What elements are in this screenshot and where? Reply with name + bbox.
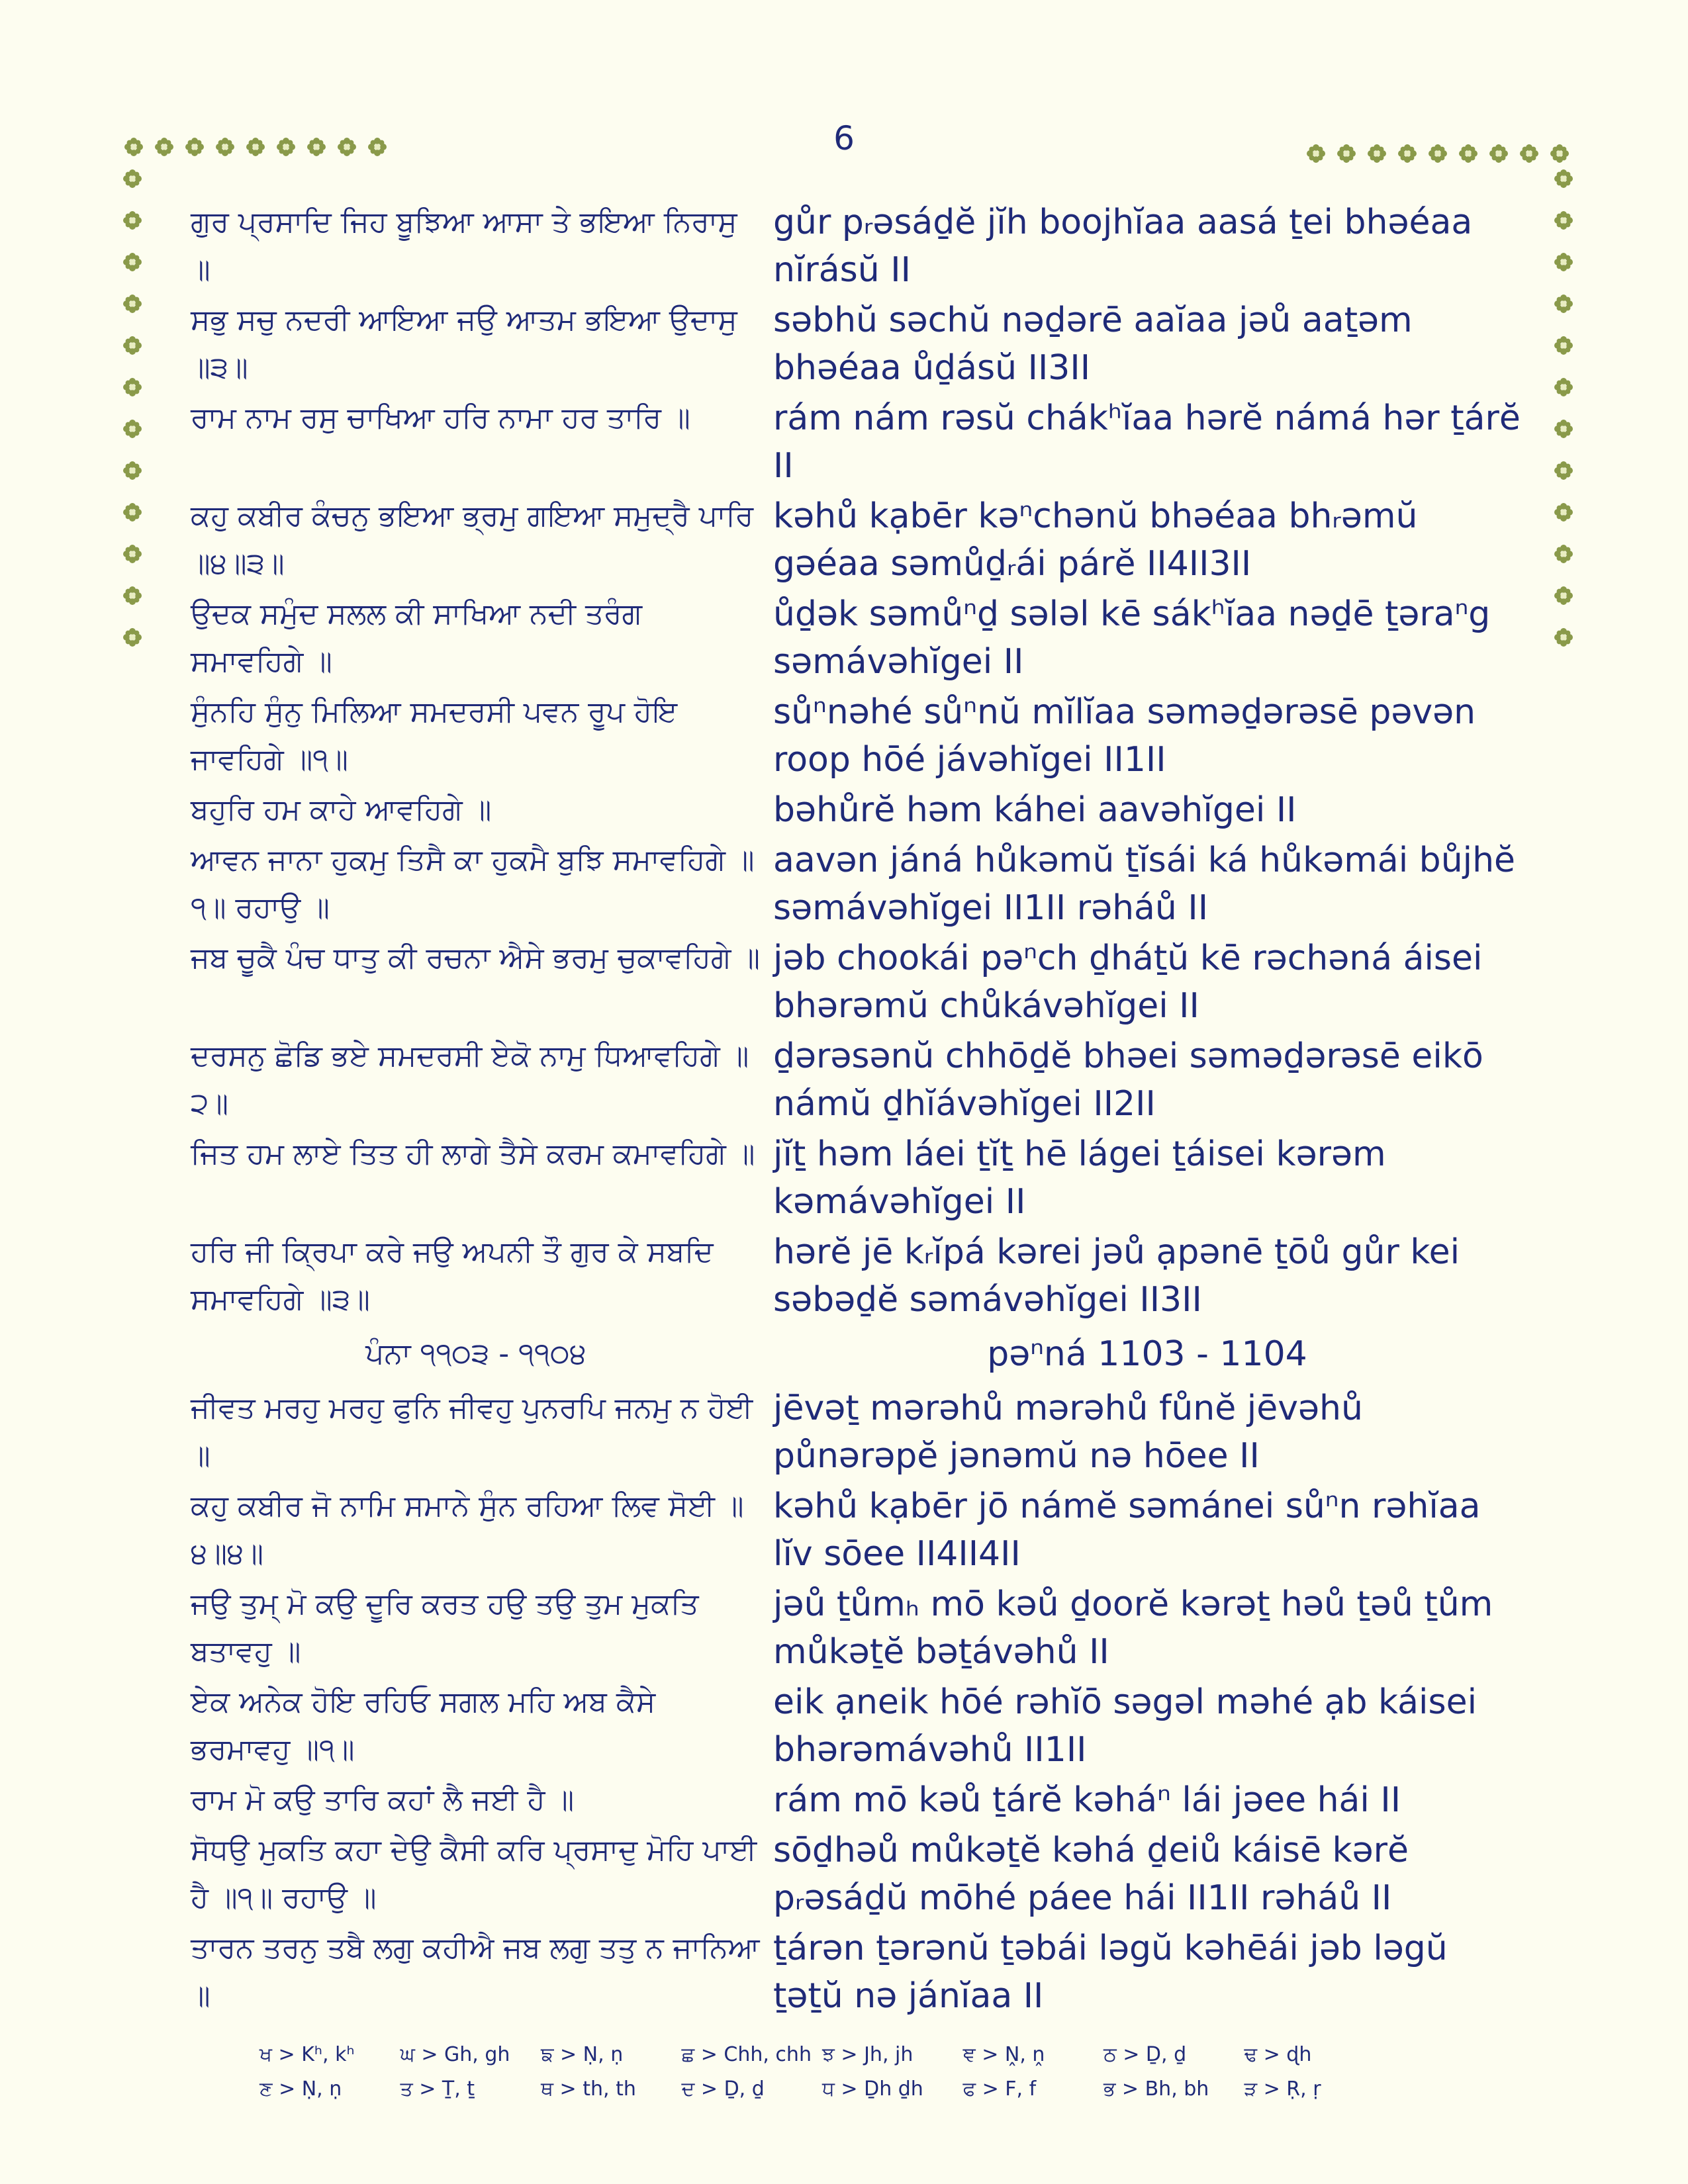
gurmukhi-text: ਰਾਮ ਮੋ ਕਉ ਤਾਰਿ ਕਹਾਂ ਲੈ ਜਈ ਹੈ ॥ [191,1783,575,1817]
transliteration-text: jēvəṯ mərəhů mərəhů fůnĕ jēvəhů půnərəpĕ jənəmŭ nə hōee II [773,1388,1363,1476]
flower-ornament-icon [122,586,142,606]
gurmukhi-text: ਜਿਤ ਹਮ ਲਾਏ ਤਿਤ ਹੀ ਲਾਗੇ ਤੈਸੇ ਕਰਮ ਕਮਾਵਹਿਗੇ ॥ [191,1137,755,1171]
flower-ornament-icon [122,502,142,522]
flower-ornament-icon [185,137,205,157]
legend-item: ਠ > Ḏ, ḏ [1103,2042,1187,2066]
flower-ornament-icon [122,544,142,564]
flower-ornament-icon [1550,144,1570,163]
gurmukhi-text: ਜਉ ਤੁਮ੍ ਮੋ ਕਉ ਦੂਰਿ ਕਰਤ ਹਉ ਤਉ ਤੁਮ ਮੁਕਤਿ ਬਤਾਵਹੁ ॥ [191,1587,699,1668]
page-range-header [191,1326,1521,1382]
verse-row [191,1925,1521,2020]
flower-ornament-icon [122,627,142,647]
gurmukhi-text: ਗੁਰ ਪ੍ਰਸਾਦਿ ਜਿਹ ਬੂਝਿਆ ਆਸਾ ਤੇ ਭਇਆ ਨਿਰਾਸੁ ॥ [191,205,737,287]
flower-ornament-icon [1336,144,1356,163]
gurmukhi-text: ਬਹੁਰਿ ਹਮ ਕਾਹੇ ਆਵਹਿਗੇ ॥ [191,793,492,827]
legend-item: ਧ > Ḏh ḏh [822,2077,923,2101]
verse-row [191,1827,1521,1922]
verse-row [191,786,1521,834]
legend-row [259,2071,1385,2106]
gurmukhi-text: ਸੁੰਨਹਿ ਸੁੰਨੁ ਮਿਲਿਆ ਸਮਦਰਸੀ ਪਵਨ ਰੂਪ ਹੋਇ ਜਾਵਹਿਗੇ ॥੧॥ [191,695,678,776]
gurmukhi-text: ਹਰਿ ਜੀ ਕ੍ਰਿਪਾ ਕਰੇ ਜਉ ਅਪਨੀ ਤੌ ਗੁਰ ਕੇ ਸਬਦਿ ਸਮਾਵਹਿਗੇ ॥੩॥ [191,1235,714,1316]
legend-item: ਝ > Jh, jh [822,2042,914,2066]
transliteration-text: hərĕ jē kᵣĭpá kərei jəů ạpənē ṯōů gůr kei səbəḏĕ səmávəhĭgei II3II [773,1232,1460,1320]
gurmukhi-text: ਕਹੁ ਕਬੀਰ ਕੰਚਨੁ ਭਇਆ ਭ੍ਰਮੁ ਗਇਆ ਸਮੁਦ੍ਰੈ ਪਾਰਿ ॥੪॥੩॥ [191,499,754,580]
flower-ornament-icon [1554,419,1573,439]
legend-item: ਥ > th, th [541,2077,636,2101]
gurmukhi-text: ਜਬ ਚੂਕੈ ਪੰਚ ਧਾਤੁ ਕੀ ਰਚਨਾ ਐਸੇ ਭਰਮੁ ਚੁਕਾਵਹਿਗੇ ॥ [191,941,760,975]
verse-row [191,296,1521,392]
gurmukhi-text: ਦਰਸਨੁ ਛੋਡਿ ਭਏ ਸਮਦਰਸੀ ਏਕੋ ਨਾਮੁ ਧਿਆਵਹਿਗੇ ॥੨॥ [191,1039,749,1120]
gurmukhi-text: ਸੋਧਉ ਮੁਕਤਿ ਕਹਾ ਦੇਉ ਕੈਸੀ ਕਰਿ ਪ੍ਰਸਾਦੁ ਮੋਹਿ ਪਾਈ ਹੈ ॥੧॥ ਰਹਾਉ ॥ [191,1833,757,1915]
transliteration-text: kəhů kạbēr kəⁿchənŭ bhəéaa bhᵣəmŭ gəéaa səmůḏᵣái párĕ II4II3II [773,496,1418,584]
transliteration-text: ḏərəsənŭ chhōḏĕ bhəei səməḏərəsē eikō námŭ ḏhĭávəhĭgei II2II [773,1036,1483,1124]
transliteration-text: səbhŭ səchŭ nəḏərē aaĭaa jəů aaṯəm bhəéaa ůḏásŭ II3II [773,300,1413,388]
legend-item: ਫ > F, f [962,2077,1037,2101]
verse-row [191,199,1521,294]
verse-row [191,492,1521,588]
legend-item: ਖ > Kʰ, kʰ [259,2042,355,2066]
flower-ornament-icon [1489,144,1509,163]
legend-row [259,2037,1385,2071]
flower-ornament-icon [1306,144,1326,163]
gurmukhi-text: ਤਾਰਨ ਤਰਨੁ ਤਬੈ ਲਗੁ ਕਹੀਐ ਜਬ ਲਗੁ ਤਤੁ ਨ ਜਾਨਿਆ ॥ [191,1931,760,2013]
transliteration-text: ůḏək səmůⁿḏ sələl kē sákʰĭaa nəḏē ṯəraⁿg səmávəhĭgei II [773,594,1491,682]
transliteration-text: eik ạneik hōé rəhĭō səgəl məhé ạb káisei bhərəmávəhů II1II [773,1682,1477,1770]
gurmukhi-text: ਰਾਮ ਨਾਮ ਰਸੁ ਚਾਖਿਆ ਹਰਿ ਨਾਮਾ ਹਰ ਤਾਰਿ ॥ [191,401,690,435]
legend-item: ਛ > Chh, chh [681,2042,812,2066]
flower-ornament-icon [1397,144,1417,163]
gurmukhi-text: ਪੰਨਾ ੧੧੦੩ - ੧੧੦੪ [365,1337,586,1371]
flower-ornament-icon [1367,144,1387,163]
flower-ornament-icon [1554,377,1573,397]
transliteration-text: ṯárən ṯərənŭ ṯəbái ləgŭ kəhēái jəb ləgŭ ṯəṯŭ nə jánĭaa II [773,1929,1448,2016]
flower-ornament-icon [1554,169,1573,189]
verse-row [191,1678,1521,1774]
flower-ornament-icon [154,137,174,157]
transliteration-text: aavən jáná hůkəmŭ ṯĭsái ká hůkəmái bůjhĕ səmávəhĭgei II1II rəháů II [773,841,1516,928]
transliteration-text: jĭṯ həm láei ṯĭṯ hē lágei ṯáisei kərəm kəmávəhĭgei II [773,1134,1386,1222]
transliteration-text: rám mō kəů ṯárĕ kəháⁿ lái jəee hái II [773,1780,1401,1820]
verse-row [191,1032,1521,1128]
legend-item: ਞ > Ṋ, ṋ [962,2042,1045,2066]
flower-ornament-icon [122,169,142,189]
gurmukhi-text: ਏਕ ਅਨੇਕ ਹੋਇ ਰਹਿਓ ਸਗਲ ਮਹਿ ਅਬ ਕੈਸੇ ਭਰਮਾਵਹੁ ॥੧॥ [191,1685,656,1766]
flower-ornament-icon [1554,627,1573,647]
flower-ornament-icon [1554,294,1573,314]
gurmukhi-text: ਆਵਨ ਜਾਨਾ ਹੁਕਮੁ ਤਿਸੈ ਕਾ ਹੁਕਮੈ ਬੁਝਿ ਸਮਾਵਹਿਗੇ ॥੧॥ ਰਹਾਉ ॥ [191,843,755,925]
gurmukhi-text: ਉਦਕ ਸਮੁੰਦ ਸਲਲ ਕੀ ਸਾਖਿਆ ਨਦੀ ਤਰੰਗ ਸਮਾਵਹਿਗੇ ॥ [191,597,643,678]
verse-row [191,688,1521,784]
transliteration-text: kəhů kạbēr jō námĕ səmánei sůⁿn rəhĭaa lĭv sōee II4II4II [773,1486,1481,1574]
page-number: 6 [833,119,855,158]
flower-ornament-icon [1554,336,1573,355]
transliteration-text: gůr pᵣəsáḏĕ jĭh boojhĭaa aasá ṯei bhəéaa nĭrásŭ II [773,203,1473,290]
gurmukhi-text: ਕਹੁ ਕਬੀਰ ਜੋ ਨਾਮਿ ਸਮਾਨੇ ਸੁੰਨ ਰਹਿਆ ਲਿਵ ਸੋਈ ॥੪॥੪॥ [191,1489,744,1570]
verse-row [191,1482,1521,1578]
transliteration-text: sōḏhəů můkəṯĕ kəhá ḏeiů káisē kərĕ pᵣəsáḏŭ mōhé páee hái II1II rəháů II [773,1831,1409,1918]
flower-ornament-icon [1554,502,1573,522]
gurmukhi-text: ਜੀਵਤ ਮਰਹੁ ਮਰਹੁ ਫੁਨਿ ਜੀਵਹੁ ਪੁਨਰਪਿ ਜਨਮੁ ਨ ਹੋਈ ॥ [191,1391,753,1473]
flower-ornament-icon [122,252,142,272]
verse-row [191,1385,1521,1480]
verse-row [191,837,1521,932]
flower-ornament-icon [124,137,144,157]
flower-ornament-icon [122,210,142,230]
flower-ornament-icon [1554,252,1573,272]
verse-row [191,1130,1521,1226]
flower-ornament-icon [215,137,235,157]
transliteration-text: jəů ṯůmₕ mō kəů ḏoorĕ kərəṯ həů ṯəů ṯům můkəṯĕ bəṯávəhů II [773,1584,1493,1672]
flower-ornament-icon [1554,544,1573,564]
transliteration-text: rám nám rəsŭ chákʰĭaa hərĕ námá hər ṯárĕ II [773,398,1521,486]
verse-list [191,199,1521,2023]
flower-ornament-icon [306,137,326,157]
verse-row [191,1228,1521,1324]
flower-ornament-icon [1554,586,1573,606]
legend-item: ੜ > Ṛ, ṛ [1244,2077,1321,2101]
flower-ornament-icon [1554,461,1573,480]
verse-row [191,1776,1521,1824]
transliteration-text: sůⁿnəhé sůⁿnŭ mĭlĭaa səməḏərəsē pəvən roop hōé jávəhĭgei II1II [773,692,1476,780]
verse-row [191,394,1521,490]
flower-ornament-icon [1519,144,1539,163]
transliteration-text: jəb chookái pəⁿch ḏháṯŭ kē rəchəná áisei bhərəmŭ chůkávəhĭgei II [773,938,1483,1026]
flower-ornament-icon [122,377,142,397]
flower-ornament-icon [1554,210,1573,230]
legend-item: ਙ > Ṇ, ṇ [541,2042,624,2066]
legend-item: ਣ > Ṇ, ṇ [259,2077,342,2101]
legend-item: ਤ > Ṯ, ṯ [400,2077,475,2101]
flower-ornament-icon [1428,144,1448,163]
flower-ornament-icon [337,137,357,157]
legend-item: ਢ > ɖh [1244,2042,1312,2066]
flower-ornament-icon [276,137,296,157]
transliteration-legend [259,2037,1385,2106]
gurmukhi-text: ਸਭੁ ਸਚੁ ਨਦਰੀ ਆਇਆ ਜਉ ਆਤਮ ਭਇਆ ਉਦਾਸੁ ॥੩॥ [191,303,737,385]
legend-item: ਘ > Gh, gh [400,2042,510,2066]
legend-item: ਭ > Bh, bh [1103,2077,1209,2101]
flower-ornament-icon [122,294,142,314]
flower-ornament-icon [122,336,142,355]
verse-row [191,590,1521,686]
flower-ornament-icon [246,137,265,157]
flower-ornament-icon [122,419,142,439]
flower-ornament-icon [122,461,142,480]
transliteration-text: bəhůrĕ həm káhei aavəhĭgei II [773,790,1297,830]
verse-row [191,934,1521,1030]
verse-row [191,1580,1521,1676]
legend-item: ਦ > Ḏ, ḏ [681,2077,765,2101]
transliteration-text: pəⁿná 1103 - 1104 [987,1334,1307,1374]
flower-ornament-icon [367,137,387,157]
flower-ornament-icon [1458,144,1478,163]
